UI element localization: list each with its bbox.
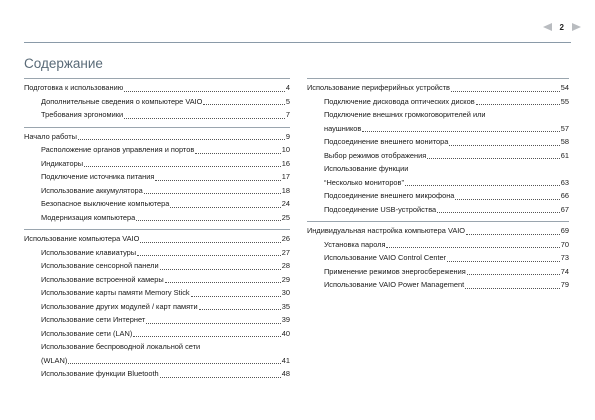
toc-entry[interactable]: Использование VAIO Control Center 73 (324, 253, 569, 262)
toc-entry[interactable]: Индикаторы 16 (41, 158, 290, 168)
next-page-icon[interactable] (572, 23, 581, 31)
toc-entry[interactable]: Использование других модулей / карт памяти 35 (41, 301, 290, 311)
toc-entry[interactable]: Использование сети (LAN) 40 (41, 328, 290, 338)
toc-entry[interactable]: Применение режимов энергосбережения 74 (324, 266, 569, 276)
toc-section (24, 78, 290, 122)
toc-entry[interactable]: Установка пароля 70 (324, 239, 569, 249)
toc-section (24, 229, 290, 381)
toc-entry[interactable]: Использование сенсорной панели 28 (41, 261, 290, 270)
page-title: Содержание (24, 56, 103, 71)
toc-entry[interactable]: Использование беспроводной локальной сети (WLAN) 41 (41, 342, 290, 365)
toc-heading[interactable]: Использование периферийных устройств 54 (307, 83, 569, 92)
toc-entry[interactable]: Использование сети Интернет 39 (41, 315, 290, 324)
toc-entry[interactable]: Использование функции Bluetooth 48 (41, 369, 290, 378)
toc-entry[interactable]: Использование встроенной камеры 29 (41, 274, 290, 284)
toc-entry[interactable]: Требования эргономики 7 (41, 110, 290, 119)
toc-entry[interactable]: Безопасное выключение компьютера 24 (41, 199, 290, 208)
toc-entry[interactable]: Использование функции “Несколько мониторов” 63 (324, 164, 569, 187)
toc-entry[interactable]: Подсоединение USB-устройства 67 (324, 204, 569, 214)
previous-page-icon[interactable] (543, 23, 552, 31)
toc-entry[interactable]: Использование карты памяти Memory Stick 30 (41, 288, 290, 297)
header-divider (24, 42, 571, 43)
toc-section (24, 127, 290, 225)
toc-entry[interactable]: Модернизация компьютера 25 (41, 212, 290, 222)
toc-entry[interactable]: Подключение источника питания 17 (41, 172, 290, 181)
toc-heading[interactable]: Использование компьютера VAIO 26 (24, 234, 290, 243)
toc-entry[interactable]: Использование аккумулятора 18 (41, 185, 290, 195)
toc-entry[interactable]: Подсоединение внешнего монитора 58 (324, 137, 569, 146)
page-navigation (543, 20, 581, 34)
toc-heading[interactable]: Начало работы 9 (24, 131, 290, 141)
toc-right-column (307, 78, 569, 297)
toc-heading[interactable]: Подготовка к использованию 4 (24, 83, 290, 92)
toc-entry[interactable]: Выбор режимов отображения 61 (324, 150, 569, 160)
toc-entry[interactable]: Расположение органов управления и портов 10 (41, 145, 290, 154)
toc-heading[interactable]: Индивидуальная настройка компьютера VAIO 69 (307, 226, 569, 235)
toc-entry[interactable]: Подсоединение внешнего микрофона 66 (324, 191, 569, 200)
toc-entry[interactable]: Подключение дисковода оптических дисков 55 (324, 96, 569, 106)
toc-entry[interactable]: Подключение внешних громкоговорителей или наушников 57 (324, 110, 569, 133)
toc-entry[interactable]: Дополнительные сведения о компьютере VAIO 5 (41, 96, 290, 106)
page-number: 2 (559, 22, 564, 32)
toc-entry[interactable]: Использование клавиатуры 27 (41, 247, 290, 257)
toc-entry[interactable]: Использование VAIO Power Management 79 (324, 280, 569, 289)
toc-left-column (24, 78, 290, 386)
toc-section (307, 78, 569, 216)
toc-section (307, 221, 569, 292)
